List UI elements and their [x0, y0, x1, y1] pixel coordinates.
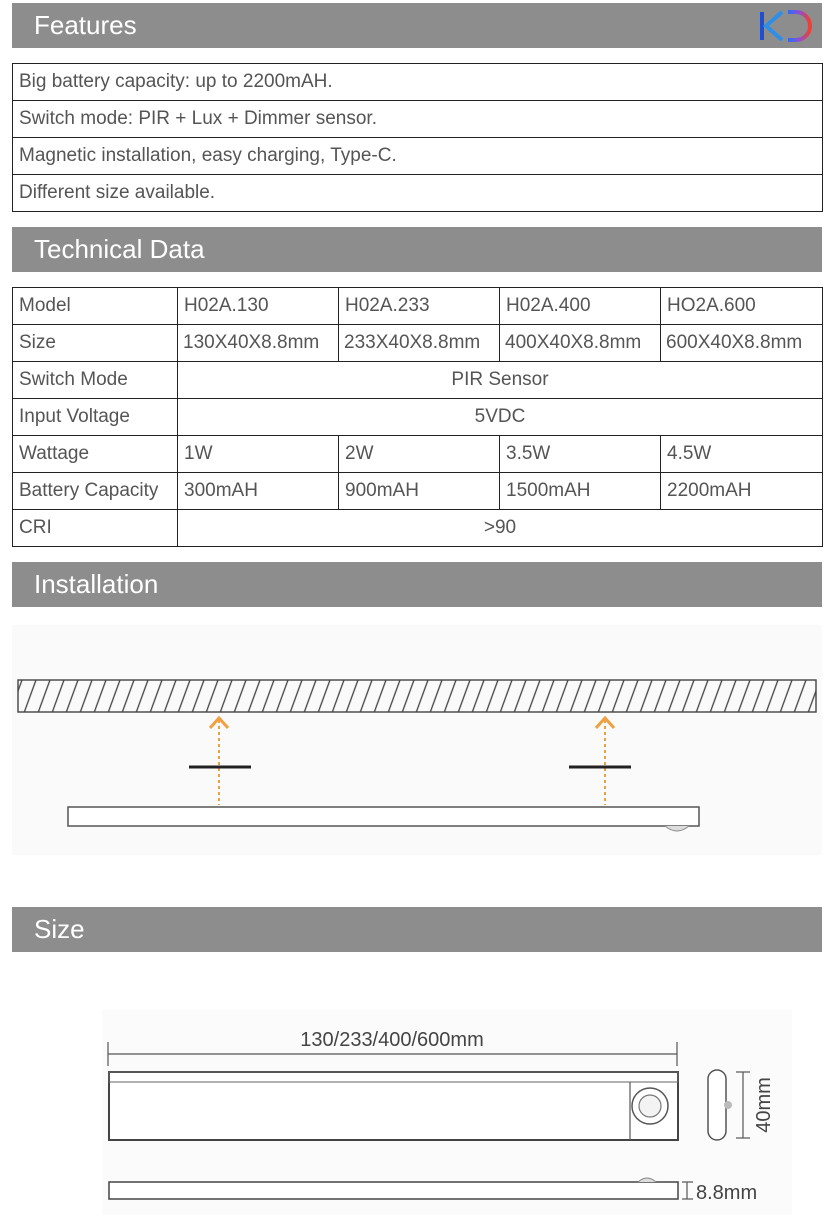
technical-table	[12, 287, 823, 547]
row-label: Wattage	[13, 436, 178, 473]
row-label: Input Voltage	[13, 399, 178, 436]
table-cell: H02A.233	[339, 288, 500, 325]
table-cell: HO2A.600	[661, 288, 823, 325]
feature-row	[13, 175, 823, 212]
table-cell: 3.5W	[500, 436, 661, 473]
size-header	[12, 907, 822, 952]
table-cell: H02A.400	[500, 288, 661, 325]
feature-item: Different size available.	[13, 175, 823, 212]
row-label: CRI	[13, 510, 178, 547]
features-header	[12, 3, 822, 48]
row-label: Size	[13, 325, 178, 362]
feature-row	[13, 138, 823, 175]
ceiling-surface	[18, 680, 816, 712]
table-cell: 900mAH	[339, 473, 500, 510]
feature-item: Magnetic installation, easy charging, Type-C.	[13, 138, 823, 175]
table-cell: 2W	[339, 436, 500, 473]
technical-title: Technical Data	[34, 234, 205, 264]
table-cell: PIR Sensor	[178, 362, 823, 399]
table-cell: 4.5W	[661, 436, 823, 473]
feature-item: Big battery capacity: up to 2200mAH.	[13, 64, 823, 101]
table-cell: 2200mAH	[661, 473, 823, 510]
table-row	[13, 473, 823, 510]
table-cell: 130X40X8.8mm	[178, 325, 339, 362]
kd-logo-icon	[758, 9, 814, 43]
row-label: Switch Mode	[13, 362, 178, 399]
installation-diagram	[12, 625, 822, 855]
table-cell: 600X40X8.8mm	[661, 325, 823, 362]
light-bar	[68, 807, 699, 826]
bar-side-view	[109, 1182, 678, 1199]
table-cell: 300mAH	[178, 473, 339, 510]
table-cell: 1500mAH	[500, 473, 661, 510]
technical-header	[12, 227, 822, 272]
size-title: Size	[34, 914, 85, 944]
feature-item: Switch mode: PIR + Lux + Dimmer sensor.	[13, 101, 823, 138]
table-row	[13, 325, 823, 362]
table-cell: 5VDC	[178, 399, 823, 436]
installation-header	[12, 562, 822, 607]
features-table	[12, 63, 823, 212]
table-cell: H02A.130	[178, 288, 339, 325]
bar-end-profile	[708, 1070, 726, 1140]
size-diagram	[12, 1010, 822, 1215]
row-label: Battery Capacity	[13, 473, 178, 510]
feature-row	[13, 64, 823, 101]
table-row	[13, 399, 823, 436]
installation-title: Installation	[34, 569, 159, 599]
length-label: 130/233/400/600mm	[300, 1029, 484, 1051]
table-row	[13, 436, 823, 473]
table-cell: 233X40X8.8mm	[339, 325, 500, 362]
table-cell: 400X40X8.8mm	[500, 325, 661, 362]
table-row	[13, 362, 823, 399]
feature-row	[13, 101, 823, 138]
row-label: Model	[13, 288, 178, 325]
width-label: 40mm	[753, 1077, 775, 1133]
thickness-label: 8.8mm	[696, 1182, 758, 1204]
table-row	[13, 288, 823, 325]
features-title: Features	[34, 10, 137, 40]
table-cell: 1W	[178, 436, 339, 473]
table-row	[13, 510, 823, 547]
table-cell: >90	[178, 510, 823, 547]
